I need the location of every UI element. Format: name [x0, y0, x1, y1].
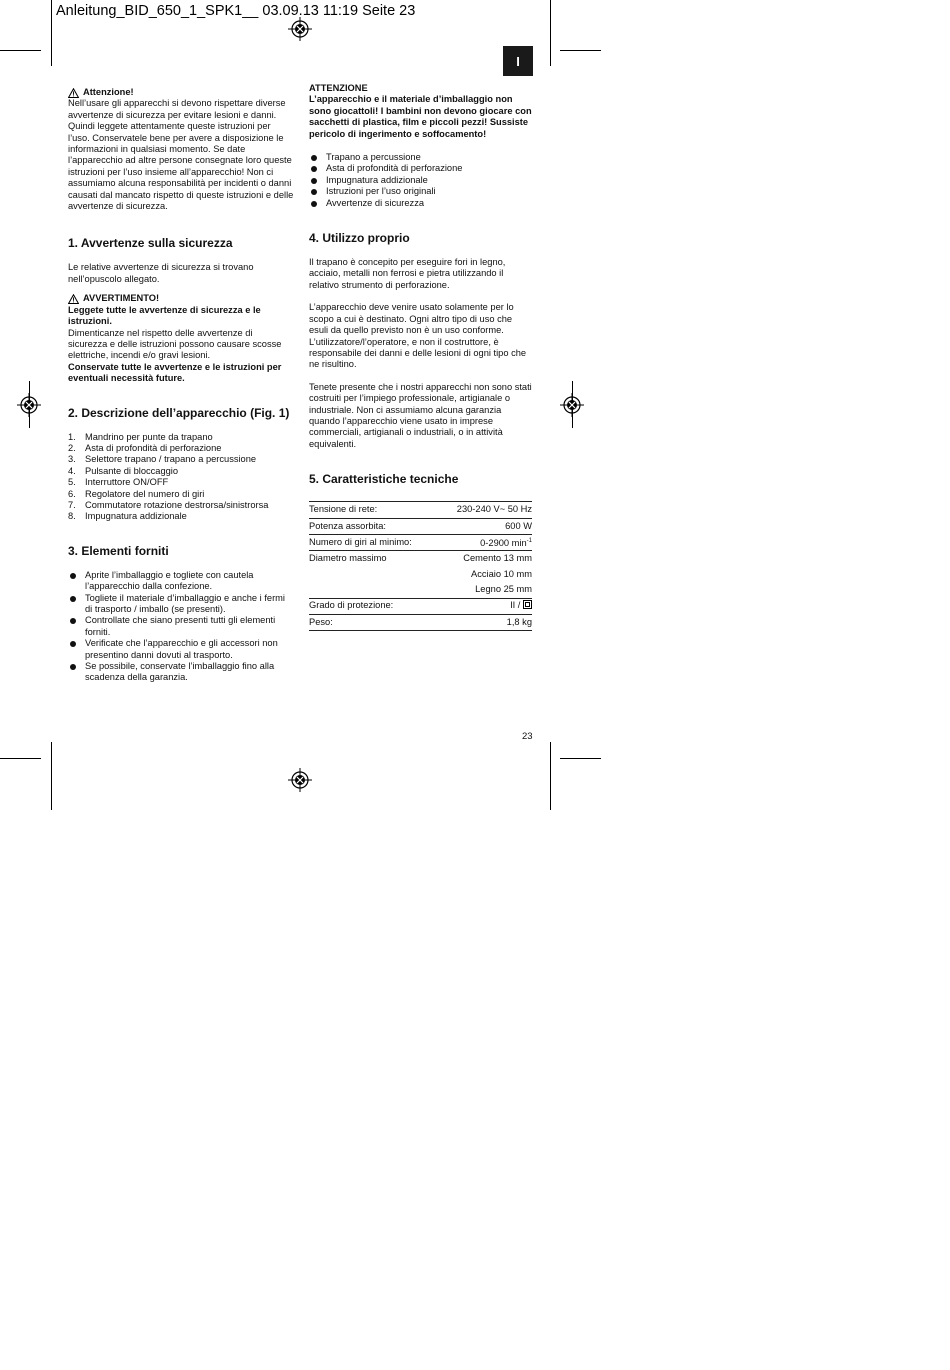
- table-row: [309, 614, 532, 630]
- warning-heading: [68, 293, 294, 304]
- section-5-title: 5. Caratteristiche tecniche: [309, 472, 459, 487]
- section-2-title: 2. Descrizione dell’apparecchio (Fig. 1): [68, 405, 290, 420]
- table-row: [309, 582, 532, 598]
- attention-text: Nell’usare gli apparecchi si devono rispettare diverse avvertenze di sicurezza per evitare lesioni e danni. Quindi leggete attentamente queste istruzioni per l’uso. Conservatele bene per avere a disposizione le informazioni in qualsiasi momento. Se date l’apparecchio ad altre persone consegnate loro queste istruzioni per l’uso insieme all’apparecchio! Non ci assumiamo alcuna responsabilità per incidenti o danni causati dal mancato rispetto di queste istruzioni e delle avvertenze di sicurezza.: [68, 98, 294, 212]
- spec-label: Peso:: [309, 614, 438, 630]
- list-item: Impugnatura addizionale: [309, 175, 533, 186]
- list-item: 4. Pulsante di bloccaggio: [68, 465, 179, 476]
- list-item: Togliete il materiale d’imballaggio e anche i fermi di trasporto / imballo (se presenti).: [68, 593, 294, 616]
- attention-title: Attenzione!: [83, 87, 134, 97]
- crop-mark: [51, 742, 52, 810]
- attention-caps-title: ATTENZIONE: [309, 83, 368, 93]
- warning-bold-2: Conservate tutte le avvertenze e le istruzioni per eventuali necessità future.: [68, 361, 282, 384]
- table-row: [309, 551, 532, 567]
- spec-label: Tensione di rete:: [309, 502, 438, 518]
- supplied-checklist: [68, 570, 294, 684]
- warning-triangle-icon: [68, 294, 79, 304]
- crop-mark: [0, 758, 41, 759]
- registration-mark-icon: [288, 768, 312, 792]
- spec-value: II /: [438, 598, 532, 614]
- list-item: Asta di profondità di perforazione: [309, 163, 533, 174]
- warning-triangle-icon: [68, 88, 79, 98]
- language-tab: I: [503, 46, 533, 76]
- crop-mark: [560, 50, 601, 51]
- section-1-title: 1. Avvertenze sulla sicurezza: [68, 236, 233, 251]
- double-insulation-icon: [523, 600, 532, 609]
- list-item: 2. Asta di profondità di perforazione: [68, 442, 222, 453]
- left-column: [68, 87, 294, 684]
- list-item: 7. Commutatore rotazione destrorsa/sinistrorsa: [68, 499, 269, 510]
- section-4-title: 4. Utilizzo proprio: [309, 231, 410, 246]
- table-row: [309, 518, 532, 534]
- warning-title: AVVERTIMENTO!: [83, 293, 160, 304]
- right-column: [309, 83, 533, 631]
- list-item: 1. Mandrino per punte da trapano: [68, 431, 213, 442]
- spec-label: Grado di protezione:: [309, 598, 438, 614]
- section-4-paragraph-3: Tenete presente che i nostri apparecchi non sono stati costruiti per l’impiego professionale, artigianale o industriale. Non ci assumiamo alcuna garanzia quando l’apparecchio viene usato in imprese commerciali, artigianali o industriali, o in attività equivalenti.: [309, 381, 532, 449]
- spec-label: Potenza assorbita:: [309, 518, 438, 534]
- warning-text: Dimenticanze nel rispetto delle avvertenze di sicurezza e delle istruzioni possono causare scosse elettriche, incendi e/o gravi lesioni.: [68, 327, 282, 361]
- section-4-paragraph-1: Il trapano è concepito per eseguire fori in legno, acciaio, metalli non ferrosi e pietra utilizzando il relativo strumento di perforazione.: [309, 257, 506, 290]
- section-1-text: Le relative avvertenze di sicurezza si trovano nell’opuscolo allegato.: [68, 262, 254, 284]
- attention-caps-text: L’apparecchio e il materiale d’imballaggio non sono giocattoli! I bambini non devono giocare con sacchetti di plastica, film e piccoli pezzi! Sussiste pericolo di ingerimento e soffocamento!: [309, 94, 532, 139]
- list-item: 3. Selettore trapano / trapano a percussione: [68, 454, 257, 465]
- crop-mark: [0, 50, 41, 51]
- list-item: Avvertenze di sicurezza: [309, 198, 533, 209]
- list-item: 8. Impugnatura addizionale: [68, 511, 187, 522]
- table-row: [309, 567, 532, 582]
- registration-mark-icon: [288, 17, 312, 41]
- list-item: Istruzioni per l’uso originali: [309, 186, 533, 197]
- tech-specs-table: [309, 501, 532, 631]
- supplied-items-list: [309, 152, 533, 209]
- attention-heading: [68, 87, 294, 98]
- list-item: 6. Regolatore del numero di giri: [68, 488, 205, 499]
- spec-value: 600 W: [438, 518, 532, 534]
- section-3-title: 3. Elementi forniti: [68, 543, 169, 558]
- print-slug-header: Anleitung_BID_650_1_SPK1__ 03.09.13 11:19 Seite 23: [56, 3, 416, 19]
- crop-mark: [550, 742, 551, 810]
- spec-value: 0-2900 $\min^{-1}$: [438, 534, 532, 550]
- page-number: 23: [522, 731, 533, 742]
- list-item: Trapano a percussione: [309, 152, 533, 163]
- spec-value: Legno 25 mm: [475, 584, 532, 595]
- table-row: [309, 598, 532, 614]
- list-item: Controllate che siano presenti tutti gli elementi forniti.: [68, 615, 294, 638]
- unit-superscript: -1: [526, 537, 532, 544]
- spec-value: Cemento 13 mm: [438, 551, 532, 567]
- spec-label: Diametro massimo: [309, 551, 438, 567]
- table-row: [309, 534, 532, 550]
- crop-mark: [51, 0, 52, 66]
- spec-label: Numero di giri al minimo:: [309, 534, 438, 550]
- crop-mark: [550, 0, 551, 66]
- crop-mark: [560, 758, 601, 759]
- registration-mark-icon: [17, 393, 41, 417]
- list-item: 5. Interruttore ON/OFF: [68, 477, 169, 488]
- table-row: [309, 502, 532, 518]
- list-item: Aprite l’imballaggio e togliete con cautela l’apparecchio dalla confezione.: [68, 570, 294, 593]
- spec-value: Acciaio 10 mm: [471, 568, 532, 579]
- warning-bold-1: Leggete tutte le avvertenze di sicurezza e le istruzioni.: [68, 304, 261, 327]
- spec-value: 1,8 kg: [438, 614, 532, 630]
- registration-mark-icon: [560, 393, 584, 417]
- list-item: Verificate che l’apparecchio e gli accessori non presentino danni dovuti al trasporto.: [68, 638, 294, 661]
- section-4-paragraph-2: L’apparecchio deve venire usato solamente per lo scopo a cui è destinato. Ogni altro tipo di uso che esuli da quello previsto non è un uso conforme. L’utilizzatore/l’operatore, e non il costruttore, è responsabile dei danni e delle lesioni di ogni tipo che ne risultino.: [309, 302, 527, 370]
- list-item: Se possibile, conservate l’imballaggio fino alla scadenza della garanzia.: [68, 661, 294, 684]
- spec-value: 230-240 V~ 50 Hz: [438, 502, 532, 518]
- parts-list: [68, 432, 294, 523]
